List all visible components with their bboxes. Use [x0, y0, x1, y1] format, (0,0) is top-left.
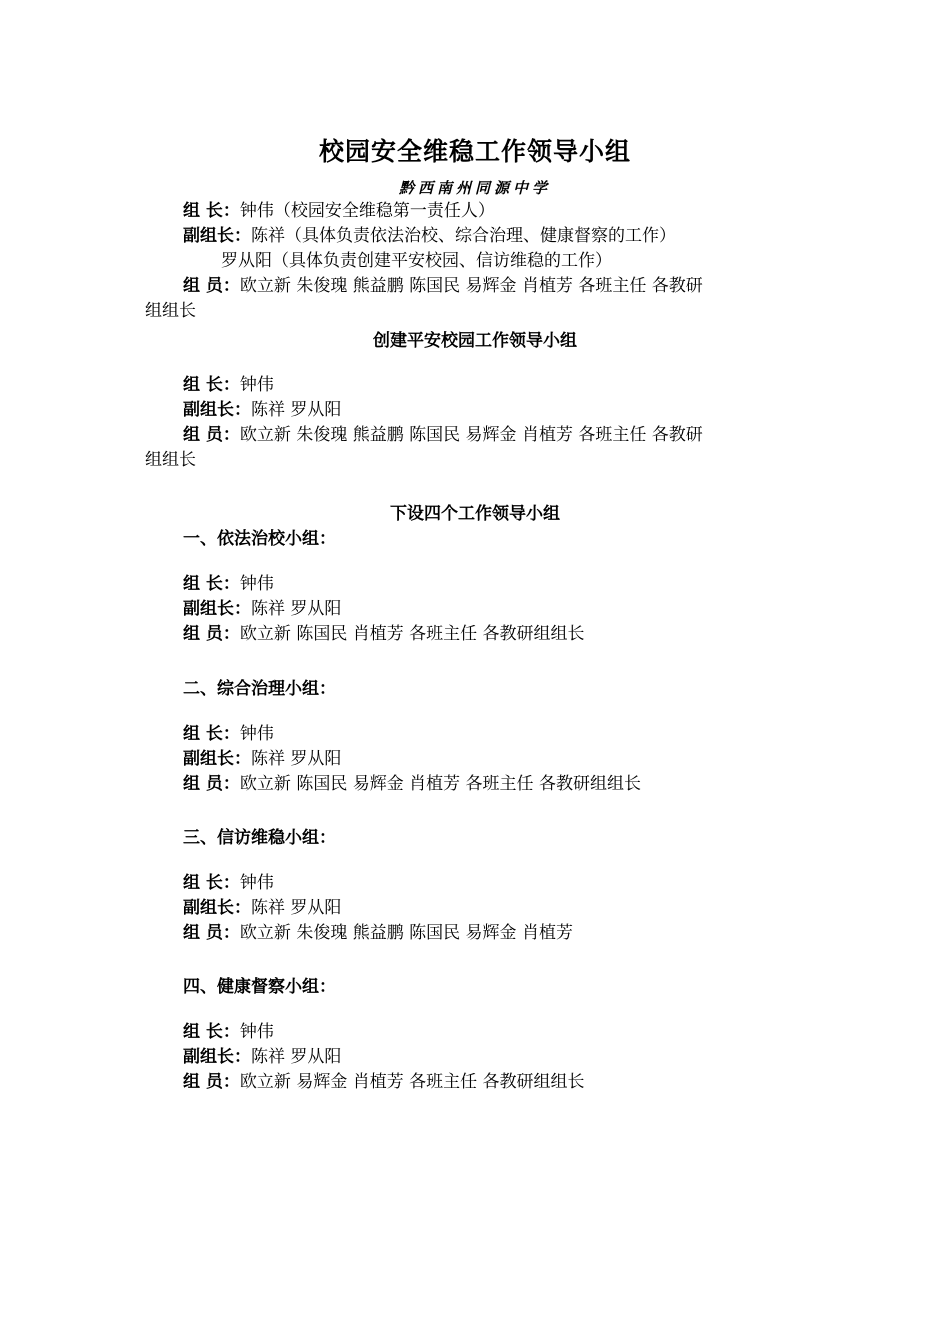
- deputy-label: 副组长：: [183, 599, 251, 619]
- deputy-label: 副组长：: [183, 400, 251, 420]
- subgroup-members-line: [183, 1070, 585, 1095]
- members-value: 欧立新 陈国民 肖植芳 各班主任 各教研组组长: [239, 624, 585, 644]
- subgroup-members-line: [183, 921, 573, 946]
- leader-value: 钟伟: [239, 873, 274, 893]
- leader-value: 钟伟: [239, 375, 274, 395]
- group1-deputy-line: [183, 224, 676, 249]
- subgroup-title: 四、健康督察小组：: [183, 977, 336, 997]
- group2-deputy-line: [183, 398, 341, 423]
- members-label: 组 员：: [183, 774, 240, 794]
- deputy-label: 副组长：: [183, 1047, 251, 1067]
- subgroup-title: 二、综合治理小组：: [183, 679, 336, 699]
- leader-label: 组 长：: [183, 724, 240, 744]
- subgroup-leader-line: [183, 572, 274, 597]
- group1-leader-line: [183, 199, 495, 224]
- subgroup-leader-line: [183, 871, 274, 896]
- subgroup-leader-line: [183, 722, 274, 747]
- school-name: 黔西南州同源中学: [398, 179, 551, 197]
- subgroup-members-line: [183, 622, 585, 647]
- group2-members-line: [183, 423, 703, 448]
- members-value: 欧立新 朱俊瑰 熊益鹏 陈国民 易辉金 肖植芳 各班主任 各教研: [239, 276, 703, 296]
- members-label: 组 员：: [183, 276, 240, 296]
- leader-value: 钟伟: [239, 1022, 274, 1042]
- members-label: 组 员：: [183, 1072, 240, 1092]
- deputy-label: 副组长：: [183, 226, 251, 246]
- deputy-value: 陈祥 罗从阳: [251, 898, 342, 918]
- subgroup-deputy-line: [183, 597, 341, 622]
- group1-members-cont: 组组长: [145, 301, 196, 321]
- members-value: 欧立新 朱俊瑰 熊益鹏 陈国民 易辉金 肖植芳: [239, 923, 573, 943]
- deputy-value: 陈祥（具体负责依法治校、综合治理、健康督察的工作）: [251, 226, 676, 246]
- group2-heading: 创建平安校园工作领导小组: [373, 331, 577, 351]
- leader-label: 组 长：: [183, 574, 240, 594]
- leader-label: 组 长：: [183, 201, 240, 221]
- deputy-value: 陈祥 罗从阳: [251, 599, 342, 619]
- deputy-label: 副组长：: [183, 898, 251, 918]
- members-label: 组 员：: [183, 624, 240, 644]
- members-label: 组 员：: [183, 923, 240, 943]
- page-title: 校园安全维稳工作领导小组: [318, 137, 631, 166]
- members-label: 组 员：: [183, 425, 240, 445]
- leader-label: 组 长：: [183, 873, 240, 893]
- members-value: 欧立新 朱俊瑰 熊益鹏 陈国民 易辉金 肖植芳 各班主任 各教研: [239, 425, 703, 445]
- leader-value: 钟伟（校园安全维稳第一责任人）: [239, 201, 495, 221]
- members-value: 欧立新 易辉金 肖植芳 各班主任 各教研组组长: [239, 1072, 585, 1092]
- subgroup-deputy-line: [183, 1045, 341, 1070]
- group2-leader-line: [183, 373, 274, 398]
- subgroups-heading: 下设四个工作领导小组: [390, 504, 560, 524]
- group2-members-cont: 组组长: [145, 450, 196, 470]
- group1-deputy2-line: 罗从阳（具体负责创建平安校园、信访维稳的工作）: [221, 251, 612, 271]
- deputy-value: 陈祥 罗从阳: [251, 400, 342, 420]
- deputy-value: 陈祥 罗从阳: [251, 749, 342, 769]
- subgroup-deputy-line: [183, 747, 341, 772]
- leader-value: 钟伟: [239, 574, 274, 594]
- subgroup-title: 三、信访维稳小组：: [183, 828, 336, 848]
- subgroup-leader-line: [183, 1020, 274, 1045]
- members-value: 欧立新 陈国民 易辉金 肖植芳 各班主任 各教研组组长: [239, 774, 641, 794]
- leader-label: 组 长：: [183, 375, 240, 395]
- deputy-value: 陈祥 罗从阳: [251, 1047, 342, 1067]
- leader-label: 组 长：: [183, 1022, 240, 1042]
- subgroup-members-line: [183, 772, 641, 797]
- deputy-label: 副组长：: [183, 749, 251, 769]
- leader-value: 钟伟: [239, 724, 274, 744]
- subgroup-deputy-line: [183, 896, 341, 921]
- group1-members-line: [183, 274, 703, 299]
- subgroup-title: 一、依法治校小组：: [183, 529, 336, 549]
